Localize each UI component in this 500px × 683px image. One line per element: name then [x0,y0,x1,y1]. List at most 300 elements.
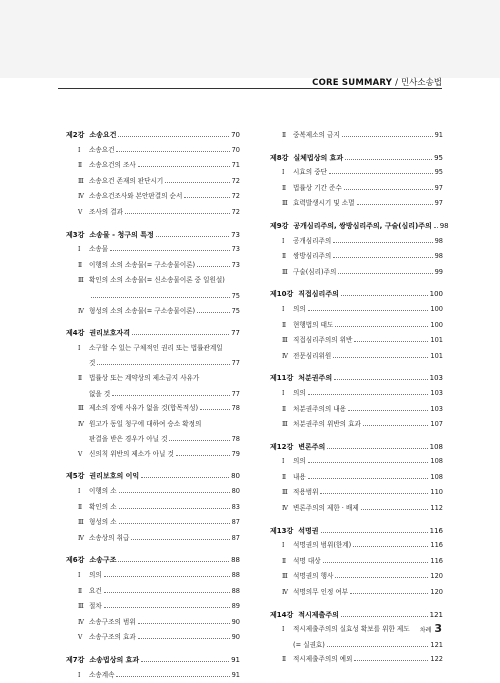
toc-section-entry[interactable] [270,302,443,318]
section-title: 변론주의의 제한 · 배제 [293,504,359,513]
page-ref: 100 [430,304,443,313]
header-series: CORE SUMMARY [312,78,393,88]
toc-section-entry[interactable] [270,349,443,365]
roman-numeral: Ⅱ [282,656,287,664]
toc-section-entry[interactable] [66,341,240,371]
page-ref: 90 [231,633,240,642]
page-ref: 70 [231,131,240,139]
section-title: 소송요건 [89,145,115,154]
roman-numeral: Ⅲ [78,603,84,611]
toc-section-entry[interactable] [270,538,443,554]
section-title: 적용범위 [293,488,319,497]
page-ref: 108 [430,472,443,481]
dot-leader [335,577,428,578]
chapter-number: 제13강 [270,526,294,535]
toc-section-entry[interactable] [66,500,240,516]
page-ref: 73 [231,230,240,239]
toc-section-entry[interactable] [66,189,240,205]
chapter-number: 제4강 [66,329,85,338]
section-title: 적시제출주의의 실효성 확보를 위한 제도 [293,625,410,634]
chapter-title: 소송물 - 청구의 특정 [89,230,154,239]
toc-right-column [270,128,449,668]
toc-section-entry[interactable] [270,249,443,265]
toc-chapter-entry[interactable] [270,287,443,302]
dot-leader [169,440,229,441]
section-title: 소송요건조사와 본안판결의 순서 [89,192,183,201]
footer-label: 차례 [419,627,432,634]
dot-leader [138,623,230,624]
dot-leader [118,136,229,137]
section-title: 형성의 소의 소송물(= 구소송물이론) [89,306,196,315]
dot-leader [141,661,229,662]
section-title: 요건 [89,586,102,595]
page-ref: 98 [439,221,449,230]
section-title: 석명의무 인정 여부 [293,588,349,597]
header-rule [58,88,442,89]
toc-section-entry[interactable] [270,652,443,668]
toc-section-entry[interactable] [270,554,443,570]
dot-leader [329,173,433,174]
dot-leader [104,576,230,577]
section-title: 원고가 동일 청구에 대하여 승소 확정의 [89,419,202,428]
toc-section-entry[interactable] [66,568,240,584]
roman-numeral: Ⅰ [282,542,285,550]
chapter-title: 권리보호자격 [89,329,130,338]
dot-leader [308,394,429,395]
toc-chapter-entry[interactable] [66,469,240,484]
page-ref: 97 [434,183,443,192]
toc-section-entry[interactable] [66,304,240,320]
dot-leader [434,227,438,228]
roman-numeral: Ⅱ [282,473,287,481]
section-title: 직접심리주의의 위반 [293,336,353,345]
toc-section-entry[interactable] [66,668,240,683]
dot-leader [104,592,230,593]
toc-section-entry[interactable] [270,128,443,144]
dot-leader [200,409,230,410]
chapter-number: 제12강 [270,442,294,451]
section-title: 제소의 장애 사유가 없을 것(합목적성) [89,404,199,413]
section-title: 법률상 기간 준수 [293,183,342,192]
toc-section-entry[interactable] [66,401,240,417]
dot-leader [197,266,229,267]
page-footer [420,622,442,635]
dot-leader [338,273,432,274]
page-ref: 91 [231,670,240,679]
toc-section-entry[interactable] [66,242,240,258]
page-ref: 71 [231,161,240,170]
dot-leader [125,213,230,214]
dot-leader [197,312,229,313]
roman-numeral: Ⅰ [78,246,81,254]
dot-leader [333,257,432,258]
section-title-line [78,417,240,433]
dot-leader [344,189,433,190]
dot-leader [119,492,230,493]
section-title-line [89,289,240,304]
toc-section-entry[interactable] [270,333,443,349]
roman-numeral: Ⅳ [282,589,288,597]
page-ref: 103 [430,388,443,397]
toc-chapter-entry[interactable] [270,151,443,166]
roman-numeral: Ⅱ [78,162,83,170]
dot-leader [308,310,429,311]
section-title: 이행의 소 [89,487,117,496]
dot-leader [116,676,229,677]
roman-numeral: Ⅲ [282,573,288,581]
section-title: 신의칙 위반의 제소가 아닐 것 [89,449,174,458]
toc-chapter-entry[interactable] [66,128,240,143]
toc-section-entry[interactable] [270,585,443,601]
roman-numeral: Ⅲ [282,337,288,345]
chapter-number: 제6강 [66,556,85,565]
section-title-continued: (= 실권효) [293,640,325,649]
header-separator: / [395,78,398,88]
dot-leader [132,334,229,335]
page-ref: 73 [231,245,240,254]
chapter-number: 제11강 [270,374,294,383]
page-ref: 77 [231,329,240,338]
roman-numeral: Ⅰ [78,488,81,496]
roman-numeral: Ⅱ [282,321,287,329]
dot-leader [320,493,428,494]
toc-section-entry[interactable] [270,501,443,517]
roman-numeral: Ⅱ [282,184,287,192]
toc-section-entry[interactable] [270,181,443,197]
roman-numeral: Ⅰ [282,389,285,397]
roman-numeral: Ⅲ [282,268,288,276]
section-title-continued: 판결을 받은 경우가 아닐 것 [89,435,168,444]
section-title: 소구할 수 있는 구체적인 권리 또는 법률관계일 [89,343,223,352]
dot-leader [141,477,229,478]
dot-leader [308,462,429,463]
page-ref: 70 [231,145,240,154]
section-title: 확인의 소 [89,502,117,511]
page-ref: 100 [430,320,443,329]
roman-numeral: Ⅳ [282,352,288,360]
section-title: 소송상의 취급 [89,533,130,542]
dot-leader [104,607,230,608]
toc-chapter-entry[interactable] [270,219,449,234]
page-ref: 101 [430,351,443,360]
chapter-title: 직접심리주의 [298,290,339,299]
page-ref: 77 [231,359,240,368]
dot-leader [97,364,229,365]
section-title: 공개심리주의 [293,236,332,245]
dot-leader [321,532,428,533]
section-title: 소송구조의 범위 [89,617,136,626]
page-ref: 110 [430,488,443,497]
toc-chapter-entry[interactable] [270,608,443,623]
page-ref: 116 [429,526,443,535]
page-ref: 98 [434,236,443,245]
section-title-continued: 없을 것 [89,389,111,398]
dot-leader [363,425,429,426]
dot-leader [327,448,427,449]
chapter-title: 적시제출주의 [298,610,339,619]
toc-section-entry[interactable] [270,470,443,486]
section-title: 적시제출주의의 예외 [293,655,353,664]
dot-leader [323,562,429,563]
section-title: 석명 대상 [293,556,321,565]
chapter-title: 소송법상의 효과 [89,656,140,664]
toc-section-entry[interactable] [66,615,240,631]
chapter-title: 권리보호의 이익 [89,472,140,481]
dot-leader [119,523,230,524]
toc-section-entry[interactable] [66,205,240,221]
section-title-line [89,432,240,447]
roman-numeral: Ⅴ [78,208,83,216]
section-title-line [89,387,240,402]
toc-section-entry[interactable] [66,371,240,401]
toc-section-entry[interactable] [270,454,443,470]
roman-numeral: Ⅱ [78,587,83,595]
toc-section-entry[interactable] [270,196,443,212]
section-title: 법률상 또는 계약상의 제소금지 사유가 [89,373,200,382]
page-ref: 108 [429,442,443,451]
section-title: 소송계속 [89,670,115,679]
dot-leader [350,593,428,594]
page-ref: 121 [429,610,443,619]
dot-leader [335,326,428,327]
dot-leader [342,136,433,137]
toc-left-column [66,128,240,683]
page-ref: 87 [231,518,240,527]
chapter-number: 제8강 [270,153,289,162]
toc-section-entry[interactable] [66,258,240,274]
page-ref: 73 [231,260,240,269]
roman-numeral: Ⅳ [78,420,84,428]
toc-section-entry[interactable] [270,265,443,281]
roman-numeral: Ⅳ [78,618,84,626]
toc-section-entry[interactable] [66,158,240,174]
page-ref: 80 [231,487,240,496]
toc-section-entry[interactable] [66,447,240,463]
top-band [0,0,500,78]
toc-chapter-entry[interactable] [66,553,240,568]
toc-section-entry[interactable] [66,531,240,547]
page-ref: 80 [231,472,240,481]
chapter-number: 제7강 [66,656,85,664]
page-number: 3 [434,622,442,635]
section-title: 현행법의 태도 [293,320,334,329]
dot-leader [118,561,229,562]
toc-section-entry[interactable] [66,273,240,303]
toc-chapter-entry[interactable] [270,440,443,455]
dot-leader [333,242,432,243]
page-ref: 91 [434,131,443,139]
roman-numeral: Ⅱ [282,132,287,139]
dot-leader [354,660,428,661]
page-ref: 95 [434,168,443,177]
dot-leader [184,197,229,198]
roman-numeral: Ⅴ [78,450,83,458]
page-ref: 122 [430,655,443,664]
page-ref: 89 [231,602,240,611]
roman-numeral: Ⅲ [282,489,288,497]
section-title: 의의 [293,388,306,397]
section-title: 처분권주의의 내용 [293,404,347,413]
section-title: 효력발생시기 및 소멸 [293,199,355,208]
section-title: 처분권주의 위반의 효과 [293,420,361,429]
toc-section-entry[interactable] [270,386,443,402]
toc-section-entry[interactable] [270,318,443,334]
roman-numeral: Ⅴ [78,634,83,642]
roman-numeral: Ⅲ [78,405,84,413]
toc-section-entry[interactable] [270,165,443,181]
roman-numeral: Ⅱ [78,261,83,269]
page-ref: 97 [434,199,443,208]
page-ref: 72 [231,192,240,201]
toc-section-entry[interactable] [66,599,240,615]
section-title: 석명권의 범위(한계) [293,541,352,550]
dot-leader [308,478,429,479]
toc-chapter-entry[interactable] [270,524,443,539]
section-title-line [89,356,240,371]
section-title-line [293,638,443,653]
chapter-number: 제10강 [270,290,294,299]
roman-numeral: Ⅲ [282,200,288,208]
section-title: 조사의 결과 [89,207,123,216]
page-ref: 98 [434,252,443,261]
dot-leader [334,379,428,380]
toc-chapter-entry[interactable] [66,228,240,243]
page-ref: 120 [430,572,443,581]
dot-leader [357,204,433,205]
page-ref: 103 [430,404,443,413]
toc-section-entry[interactable] [66,584,240,600]
section-title: 소송요건 존재의 판단시기 [89,176,164,185]
dot-leader [354,341,428,342]
roman-numeral: Ⅳ [78,534,84,542]
roman-numeral: Ⅰ [282,169,285,177]
section-title: 형성의 소 [89,518,117,527]
toc-section-entry[interactable] [66,484,240,500]
dot-leader [131,539,229,540]
page-ref: 120 [430,588,443,597]
page-ref: 83 [231,502,240,511]
dot-leader [119,508,230,509]
section-title-continued: 것 [89,359,96,368]
toc-section-entry[interactable] [270,622,443,652]
dot-leader [341,616,428,617]
roman-numeral: Ⅱ [78,374,83,382]
section-title: 확인의 소의 소송물(= 신소송물이론 중 일원설) [89,276,225,285]
chapter-number: 제5강 [66,472,85,481]
toc-section-entry[interactable] [66,143,240,159]
page-ref: 90 [231,617,240,626]
toc-section-entry[interactable] [66,630,240,646]
roman-numeral: Ⅰ [282,305,285,313]
chapter-number: 제3강 [66,230,85,239]
section-title: 의의 [89,571,102,580]
dot-leader [110,250,230,251]
dot-leader [345,159,432,160]
page-ref: 101 [430,336,443,345]
dot-leader [138,638,230,639]
page-ref: 103 [429,374,443,383]
roman-numeral: Ⅰ [78,146,81,154]
section-title-line [78,273,240,289]
page-ref: 75 [231,306,240,315]
roman-numeral: Ⅰ [282,237,285,245]
chapter-title: 공개심리주의, 쌍방심리주의, 구술(심리)주의 [293,221,432,230]
dot-leader [341,295,428,296]
chapter-number: 제9강 [270,221,289,230]
page-ref: 99 [434,267,443,276]
running-header [312,76,442,88]
chapter-title: 변론주의 [298,442,326,451]
roman-numeral: Ⅰ [78,572,81,580]
roman-numeral: Ⅱ [282,253,287,261]
page-ref: 100 [429,290,443,299]
section-title: 내용 [293,472,306,481]
page-ref: 78 [231,435,240,444]
toc-chapter-entry[interactable] [270,371,443,386]
page-ref: 88 [231,586,240,595]
dot-leader [165,182,229,183]
dot-leader [91,297,230,298]
chapter-title: 석명권 [298,526,319,535]
toc-section-entry[interactable] [66,417,240,447]
chapter-title: 실체법상의 효과 [293,153,344,162]
roman-numeral: Ⅱ [282,405,287,413]
page-ref: 95 [434,153,443,162]
toc-section-entry[interactable] [270,402,443,418]
page-ref: 87 [231,533,240,542]
toc-chapter-entry[interactable] [66,326,240,341]
roman-numeral: Ⅱ [282,557,287,565]
dot-leader [112,395,229,396]
toc-section-entry[interactable] [270,417,443,433]
toc-chapter-entry[interactable] [66,653,240,668]
chapter-title: 소송요건 [89,131,117,139]
dot-leader [138,166,230,167]
page-ref: 77 [231,389,240,398]
toc-section-entry[interactable] [66,174,240,190]
section-title: 소송구조의 효과 [89,633,136,642]
section-title: 의의 [293,304,306,313]
roman-numeral: Ⅲ [282,421,288,429]
dot-leader [116,151,229,152]
dot-leader [333,357,428,358]
roman-numeral: Ⅰ [282,458,285,466]
roman-numeral: Ⅰ [78,344,81,352]
section-title: 시효의 중단 [293,168,327,177]
toc-section-entry[interactable] [66,515,240,531]
roman-numeral: Ⅱ [78,503,83,511]
toc-section-entry[interactable] [270,569,443,585]
page-ref: 116 [430,541,443,550]
chapter-number: 제14강 [270,610,294,619]
chapter-title: 처분권주의 [298,374,333,383]
section-title: 전문심리위원 [293,351,332,360]
page-ref: 91 [231,656,240,664]
page-ref: 78 [231,404,240,413]
toc-section-entry[interactable] [270,485,443,501]
page-ref: 79 [231,449,240,458]
roman-numeral: Ⅳ [282,505,288,513]
dot-leader [361,509,429,510]
page-ref: 107 [430,420,443,429]
header-subject: 민사소송법 [400,78,442,88]
section-title-line [78,341,240,357]
section-title: 구술(심리)주의 [293,267,337,276]
section-title: 소송물 [89,245,109,254]
section-title: 이행의 소의 소송물(= 구소송물이론) [89,260,196,269]
toc-section-entry[interactable] [270,234,443,250]
page-ref: 72 [231,207,240,216]
